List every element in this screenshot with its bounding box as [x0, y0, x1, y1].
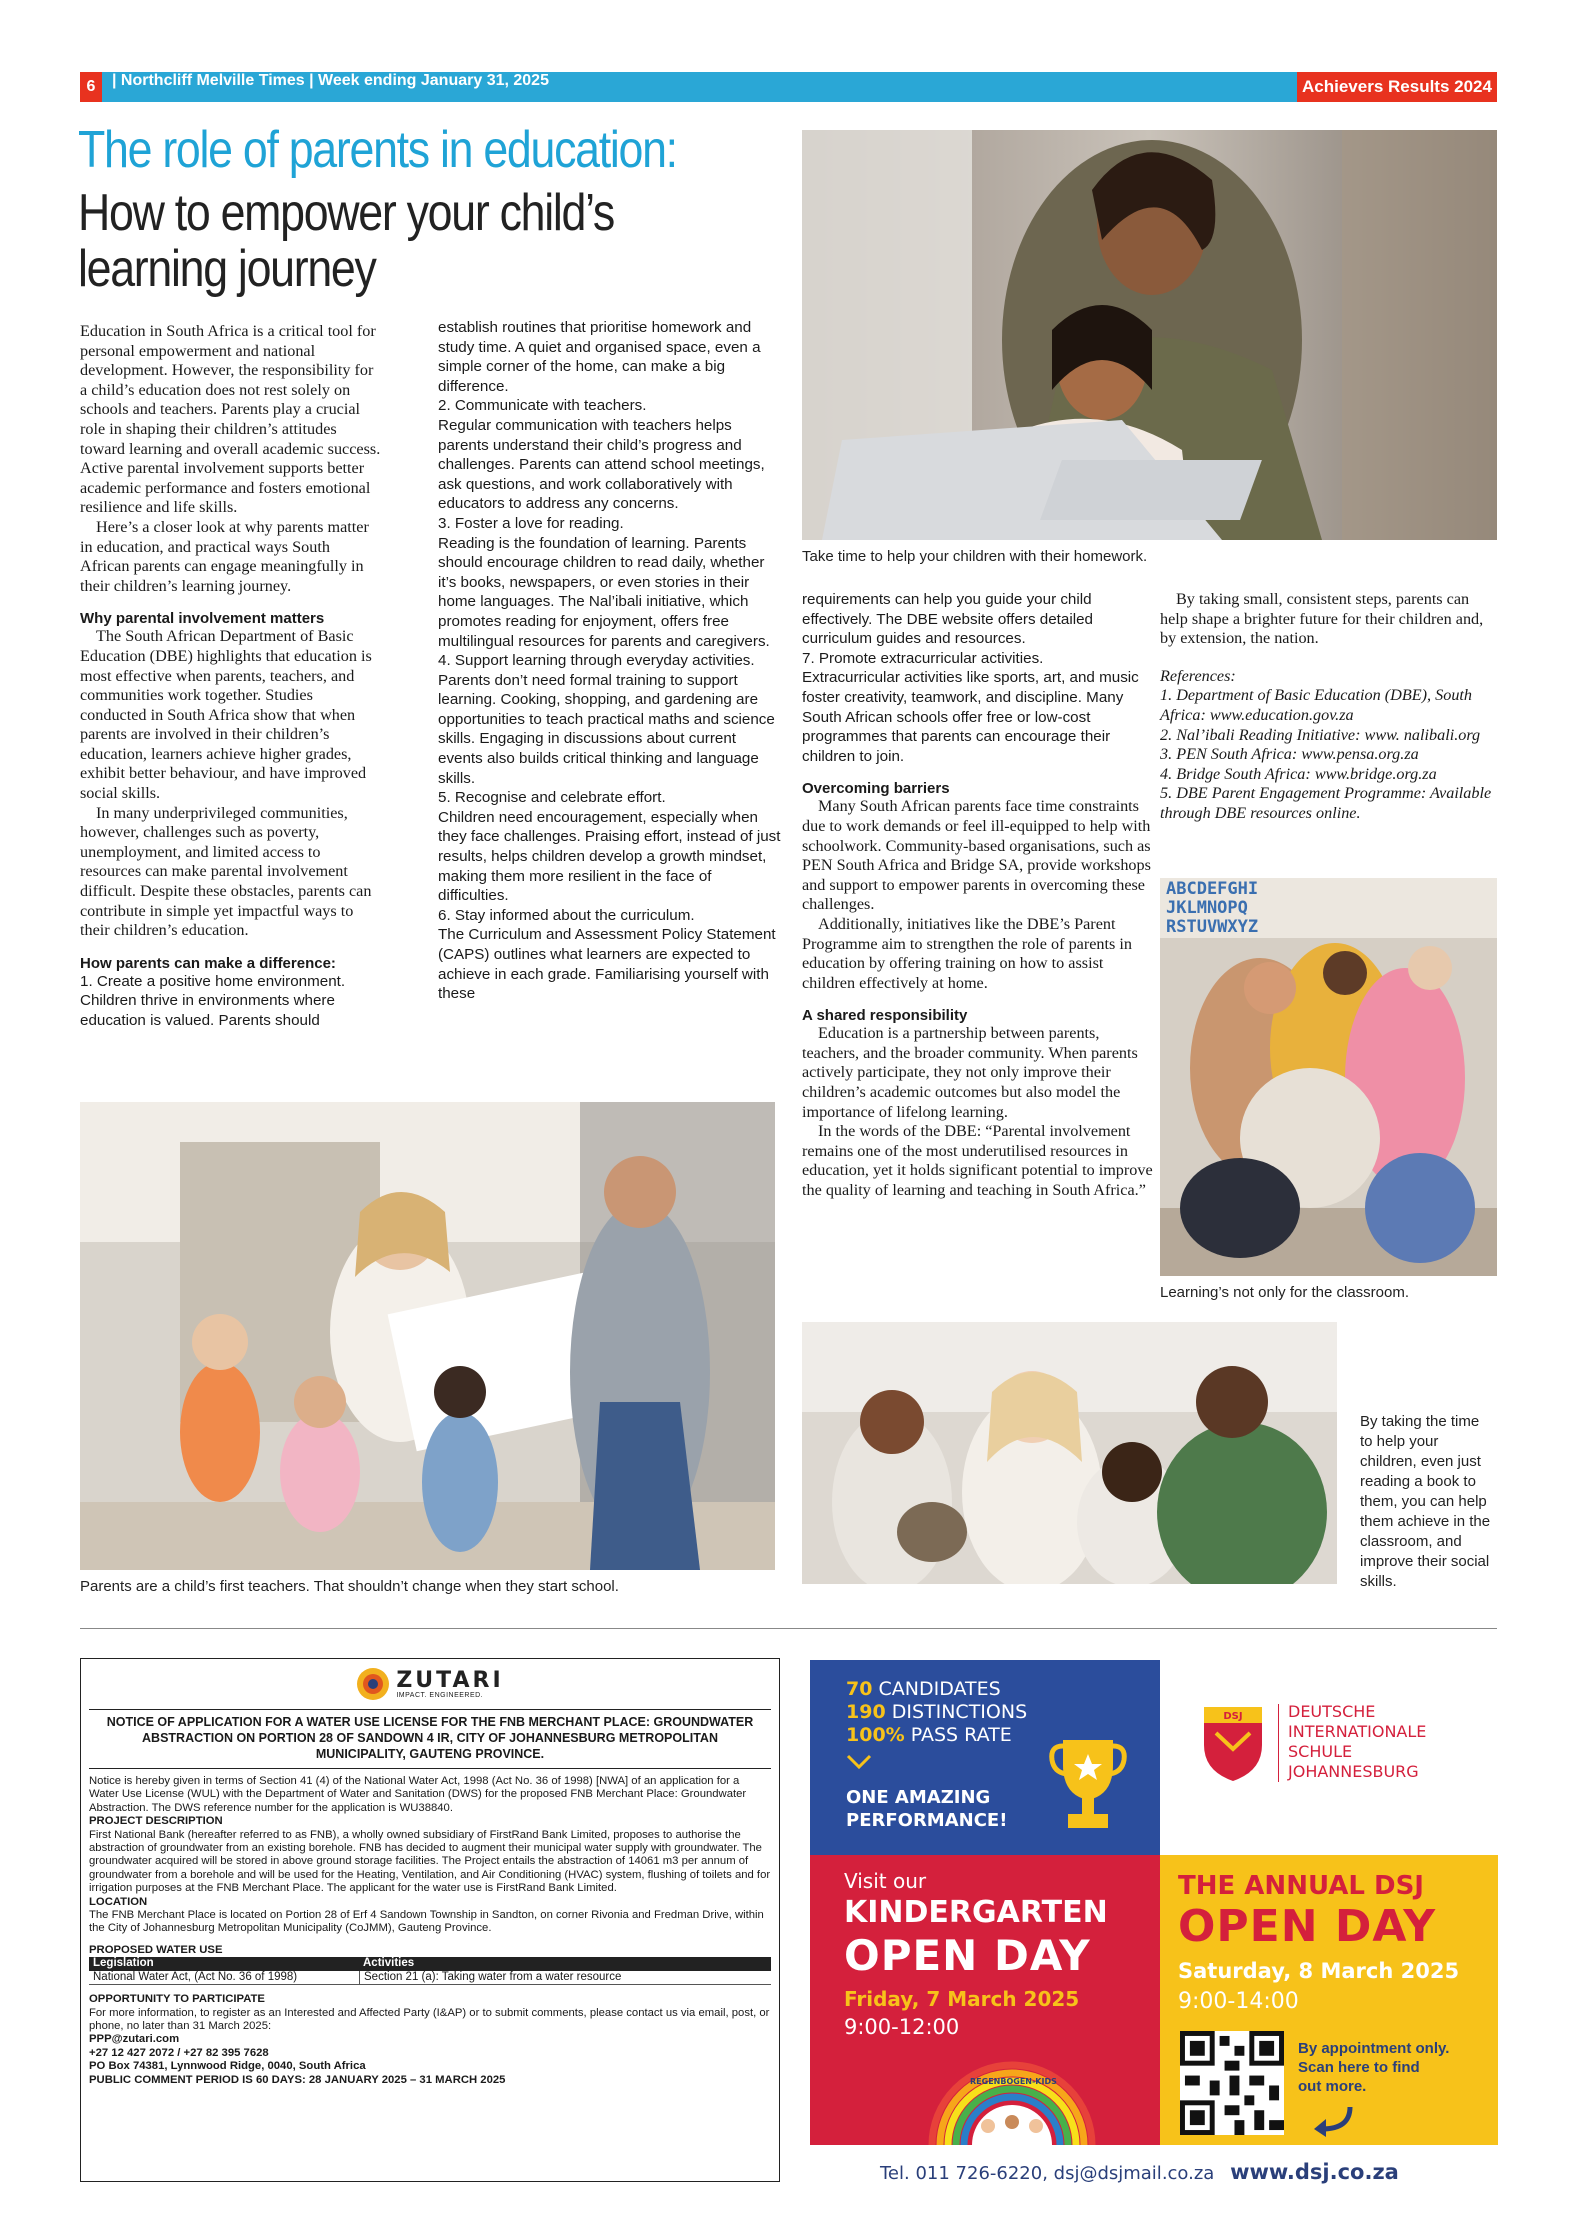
article-col-2 [438, 318, 782, 1004]
zutari-tagline: IMPACT. ENGINEERED. [396, 1691, 484, 1699]
kindergarten-date: Friday, 7 March 2025 [844, 1987, 1080, 2011]
photo-classroom-hug [1160, 878, 1497, 1276]
para: Additionally, initiatives like the DBE’s Parent Programme aim to strengthen the role of parents in education by offering training on how to assist children effectively at home. [802, 914, 1132, 992]
contact-email[interactable]: PPP@zutari.com [89, 2033, 180, 2046]
ad-contact: Tel. 011 726-6220, dsj@dsjmail.co.za [880, 2163, 1215, 2184]
reference-item: 3. PEN South Africa: www.pensa.org.za [1160, 745, 1419, 764]
homework-illustration [802, 130, 1497, 540]
photo-first-teachers [80, 1102, 775, 1570]
article-col-4 [1160, 590, 1494, 824]
alphabet-row: RSTUVWXYZ [1166, 917, 1259, 937]
zutari-wordmark [396, 1667, 504, 1699]
section-divider [80, 1628, 1497, 1629]
open-day-title: OPEN DAY [1178, 1901, 1437, 1952]
trophy-icon [1048, 1730, 1128, 1835]
opportunity-heading: OPPORTUNITY TO PARTICIPATE [89, 1993, 265, 2006]
para: Education in South Africa is a critical tool for personal empowerment and national development. However, the responsibility for a child’s education does not rest solely on schools and teachers. Parents play a crucial role in shaping their children’s attitudes toward learning and overall academic success. Active parental involvement supports better academic performance and fosters emotional resilience and life skills. [80, 322, 381, 517]
photo-reading-family [802, 1322, 1337, 1584]
headline-line1: The role of parents in education: [78, 121, 677, 179]
appointment-text: By appointment only. Scan here to find out more. [1298, 2040, 1450, 2095]
para: 5. Recognise and celebrate effort. [438, 789, 666, 807]
ad-open-day-panel [1160, 1855, 1498, 2145]
para: The South African Department of Basic Education (DBE) highlights that education is most effective when parents, teachers, and communities work together. Studies conducted in South Africa show that when parents are involved in their children’s education, learners achieve higher grades, exhibit better behaviour, and have improved social skills. [80, 627, 372, 803]
zutari-logo-icon [356, 1667, 390, 1701]
para: 1. Create a positive home environment. Children thrive in environments where education is valued. Parents should [80, 972, 346, 1029]
performance-text: ONE AMAZING PERFORMANCE! [846, 1787, 1008, 1831]
visit-text: Visit our [844, 1869, 927, 1893]
stat-line: 190 DISTINCTIONS [846, 1701, 1028, 1723]
stat-line: 70 CANDIDATES [846, 1678, 1001, 1700]
dsj-school-logo [1160, 1660, 1498, 1855]
article-col-1 [80, 322, 382, 1031]
caption-homework: Take time to help your children with their homework. [802, 548, 1148, 565]
para: The Curriculum and Assessment Policy Statement (CAPS) outlines what learners are expected to achieve in each grade. Familiarising yourself with these [438, 926, 776, 1003]
kindergarten-title: KINDERGARTEN [844, 1895, 1108, 1930]
para: Many South African parents face time constraints due to work demands or feel ill-equipped to help with schoolwork. Community-based organisations, such as PEN South Africa and Bridge SA, provide workshops and support to empower parents in overcoming these challenges. [802, 797, 1151, 914]
publication-line: | Northcliff Melville Times | Week ending January 31, 2025 [112, 72, 549, 89]
para: requirements can help you guide your child effectively. The DBE website offers detailed curriculum guides and resources. [802, 591, 1093, 648]
article-col-3 [802, 590, 1154, 1201]
para: Extracurricular activities like sports, art, and music foster creativity, teamwork, and discipline. Many South African schools offer free or low-cost programmes that parents can encourage their children to join. [802, 669, 1139, 765]
section-label: Achievers Results 2024 [1297, 72, 1497, 102]
subhead-shared: A shared responsibility [802, 1007, 968, 1025]
family-illustration [802, 1322, 1337, 1584]
table-cell-legislation: National Water Act, (Act No. 36 of 1998) [89, 1971, 360, 1984]
references-title: References: [1160, 666, 1236, 685]
ad-website-link[interactable]: www.dsj.co.za [1230, 2160, 1399, 2184]
crest-text: DSJ [1223, 1711, 1243, 1722]
dsj-crest-icon [1202, 1705, 1264, 1783]
subhead-how: How parents can make a difference: [80, 954, 336, 972]
project-text: First National Bank (hereafter referred to as FNB), a wholly owned subsidiary of FirstRand Bank Limited, proposes to authorise the abstraction of groundwater from an existing borehole. FNB has decided to augment their municipal water supply with groundwater. The groundwater acquired will be stored in above ground storage facilities. The Project entails the abstraction of 14061 m3 per annum of groundwater from a borehole and will be used for the Heating, Ventilation, and Air Conditioning (HVAC) system, flushing of toilets and for irrigation purposes at the FNB Merchant Place. The applicant for the water use is FirstRand Bank Limited. [89, 1828, 771, 1895]
para: establish routines that prioritise homework and study time. A quiet and organised space, even a simple corner of the home, can make a big difference. [438, 319, 761, 395]
table-row [89, 1971, 771, 1985]
open-day-time: 9:00-14:00 [1178, 1989, 1299, 2014]
para: 2. Communicate with teachers. [438, 397, 647, 415]
kindergarten-time: 9:00-12:00 [844, 2015, 960, 2039]
contact-po-box: PO Box 74381, Lynnwood Ridge, 0040, South Africa [89, 2060, 366, 2073]
table-cell-activity: Section 21 (a): Taking water from a water resource [364, 1970, 622, 1983]
contact-phone: +27 12 427 2072 / +27 82 395 7628 [89, 2046, 269, 2059]
school-name: DEUTSCHE INTERNATIONALE SCHULE JOHANNESBURG [1288, 1702, 1427, 1781]
para: Reading is the foundation of learning. Parents should encourage children to read daily, whether it’s books, newspapers, or even stories in their home languages. The Nal’ibali initiative, which promotes reading for enjoyment, offers free multilingual resources for parents and caregivers. [438, 534, 770, 650]
comment-period: PUBLIC COMMENT PERIOD IS 60 DAYS: 28 JANUARY 2025 – 31 MARCH 2025 [89, 2073, 506, 2086]
page-number: 6 [80, 72, 102, 102]
para: 4. Support learning through everyday activities. [438, 652, 755, 670]
annual-title: THE ANNUAL DSJ [1178, 1871, 1424, 1901]
reference-item: 5. DBE Parent Engagement Programme: Available through DBE resources online. [1160, 784, 1492, 822]
classroom-illustration [1160, 878, 1497, 1276]
arrow-pointer-icon [1310, 2103, 1356, 2137]
caption-first-teachers: Parents are a child’s first teachers. That shouldn’t change when they start school. [80, 1578, 619, 1595]
ad-results-panel [810, 1660, 1160, 1855]
notice-intro: Notice is hereby given in terms of Section 41 (4) of the National Water Act, 1998 (Act No. 36 of 1998) [NWA] of an application for a Water Use License (WUL) with the Department of Water and Sanitation (DWS) for the proposed FNB Merchant Place: Groundwater Abstraction. The DWS reference number for the application is WU38840. [89, 1775, 747, 1814]
opportunity-text: For more information, to register as an Interested and Affected Party (I&AP) or to submit comments, please contact us via email, post, or phone, no later than 31 March 2025: [89, 2006, 770, 2032]
location-text: The FNB Merchant Place is located on Portion 28 of Erf 4 Sandown Township in Sandton, on corner Rivonia and Fredman Drive, within the City of Johannesburg Metropolitan Municipality (CoJMM), Gauteng Province. [89, 1909, 764, 1935]
subhead-barriers: Overcoming barriers [802, 780, 950, 798]
para: Here’s a closer look at why parents matter in education, and practical ways South African parents can engage meaningfully in their children’s learning journey. [80, 517, 369, 595]
para: Regular communication with teachers helps parents understand their child’s progress and challenges. Parents can attend school meetings, ask questions, and work collaboratively with educators to address any concerns. [438, 416, 765, 513]
para: Education is a partnership between parents, teachers, and the broader community. When parents actively participate, they not only improve their children’s academic outcomes but also model the importance of lifelong learning. [802, 1024, 1138, 1121]
reference-item: 4. Bridge South Africa: www.bridge.org.za [1160, 764, 1437, 783]
water-use-heading: PROPOSED WATER USE [89, 1943, 223, 1956]
rainbow-kids-logo [922, 2060, 1102, 2145]
alphabet-poster [1166, 880, 1258, 937]
stat-line: 100% PASS RATE [846, 1724, 1012, 1746]
photo-homework [802, 130, 1497, 540]
chevron-down-icon [846, 1754, 872, 1770]
notice-title: NOTICE OF APPLICATION FOR A WATER USE LICENSE FOR THE FNB MERCHANT PLACE: GROUNDWATER ABSTRACTION ON PORTION 28 OF SANDOWN 4 IR, CITY OF JOHANNESBURG METROPOLITAN MUNICIPALITY, GAUTENG PROVINCE. [106, 1715, 754, 1761]
ad-kindergarten-panel [810, 1855, 1160, 2145]
table-header-activities: Activities [363, 1957, 415, 1970]
water-use-table-header [89, 1957, 771, 1970]
para: 6. Stay informed about the curriculum. [438, 906, 695, 924]
zutari-name: ZUTARI [396, 1667, 504, 1693]
caption-classroom: Learning’s not only for the classroom. [1160, 1284, 1410, 1301]
headline-line2: How to empower your child’s learning journey [78, 184, 615, 298]
project-heading: PROJECT DESCRIPTION [89, 1815, 223, 1828]
subhead-why: Why parental involvement matters [80, 610, 325, 628]
para: In many underprivileged communities, however, challenges such as poverty, unemployment, and limited access to resources can make parental involvement difficult. Despite these obstacles, parents can contribute in simple yet impactful ways to their children’s education. [80, 803, 372, 940]
kindergarten-open-day: OPEN DAY [844, 1931, 1091, 1980]
para: By taking small, consistent steps, parents can help shape a brighter future for their children and, by extension, the nation. [1160, 590, 1484, 648]
results-stats [846, 1678, 1027, 1747]
alphabet-row: JKLMNOPQ [1166, 898, 1248, 918]
table-header-legislation: Legislation [93, 1957, 154, 1970]
rainbow-kids-text: REGENBOGEN-KIDS [970, 2077, 1057, 2086]
reference-item: 1. Department of Basic Education (DBE), South Africa: www.education.gov.za [1160, 686, 1473, 724]
teachers-illustration [80, 1102, 775, 1570]
ad-contact-line [880, 2160, 1399, 2184]
location-heading: LOCATION [89, 1895, 148, 1908]
para: Parents don’t need formal training to support learning. Cooking, shopping, and gardening are opportunities to teach practical maths and science skills. Engaging in discussions about current events also builds critical thinking and language skills. [438, 671, 775, 787]
para: Children need encouragement, especially when they face challenges. Praising effort, instead of just results, helps children develop a growth mindset, making them more resilient in the face of difficulties. [438, 808, 781, 905]
water-license-notice [80, 1658, 780, 2182]
qr-code-icon[interactable] [1180, 2031, 1284, 2135]
logo-divider [1278, 1704, 1279, 1782]
alphabet-row: ABCDEFGHI [1166, 879, 1259, 899]
para: 7. Promote extracurricular activities. [802, 649, 1044, 667]
notice-body [81, 1775, 779, 2087]
caption-reading-family: By taking the time to help your children, even just reading a book to them, you can help them achieve in the classroom, and improve their social skills. [1360, 1413, 1491, 1590]
zutari-logo-row [81, 1667, 779, 1701]
para: 3. Foster a love for reading. [438, 514, 624, 532]
reference-item: 2. Nal’ibali Reading Initiative: www. nalibali.org [1160, 725, 1481, 744]
open-day-date: Saturday, 8 March 2025 [1178, 1959, 1460, 1983]
para: In the words of the DBE: “Parental involvement remains one of the most underutilised resources in education, yet it holds significant potential to improve the quality of learning and teaching in South Africa.” [802, 1122, 1153, 1200]
